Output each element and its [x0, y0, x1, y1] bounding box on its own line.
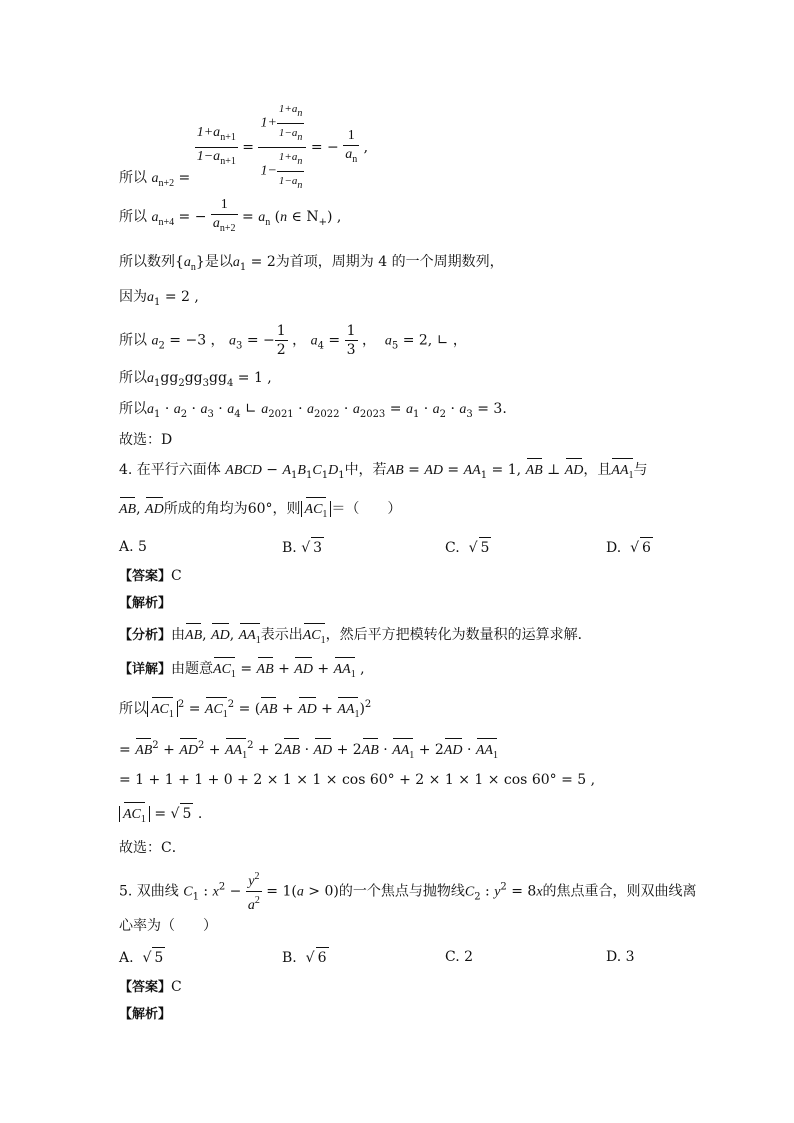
fenxi-text3: ，然后平方把模转化为数量积的运算求解．: [325, 627, 592, 643]
q4-expanded: = $AB^2 + AD^2 + AA_1^2 + 2AB$ · AD + $2AB \cdot AA_1 + 2AD \cdot AA_1$: [119, 736, 498, 766]
q4-with: 与: [633, 462, 648, 478]
q5-mid: 的一个焦点与抛物线: [338, 883, 465, 900]
q5-opt-b-label: B.: [282, 950, 297, 966]
q5-opt-d-label: D. 3: [606, 949, 635, 965]
eq-a-n-plus-4: 所以 $a_{n+4}$ = − $\frac{1}{a_{n+2}}$ = $a_n$ (n ∈ $N_+$) ,: [119, 197, 342, 234]
q4-opt-b-label: B.: [282, 540, 297, 556]
q5-answer: [119, 977, 182, 998]
so-label-6: 所以: [119, 701, 147, 717]
q4-mid: 中，若: [344, 462, 387, 478]
q4-numeric: = 1 + 1 + 1 + 0 + 2 × 1 × 1 × cos 60° + 2 × 1 × 1 × cos 60° = 5 ,: [119, 772, 596, 788]
answer-c-end: [119, 838, 186, 858]
q5-prefix: 5. 双曲线: [119, 883, 179, 900]
q4-fenxi: 【分析】由AB, AD, $AA_1$表示出$AC_1$，然后平方把模转化为数量积的运算求解．: [119, 625, 592, 651]
seq-label: 所以数列: [119, 254, 175, 270]
q5-option-a: A. √ 5: [119, 947, 165, 968]
q4-opt-a-label: A. 5: [119, 539, 147, 555]
answer-value-2: C: [171, 979, 182, 995]
q5-option-b: B. √ 6: [282, 947, 329, 968]
q4-squared: 所以 $AC_1^2 = AC_1^2 = (AB$ + AD + $AA_1)^2$: [119, 695, 371, 725]
q5-option-c: [445, 947, 473, 967]
values-line: 所以 $a_2 = -3$ ， $a_3$ = − $\frac{1}{2}$ ， $a_4$ = $\frac{1}{3}$ ， $a_5 = 2$, ∟ ，: [119, 323, 467, 358]
xiangjie-text: 由题意: [171, 661, 214, 677]
so-label-5: 所以: [119, 401, 147, 417]
q4-line1: 4. 在平行六面体 ABCD − $A_1B_1C_1D_1$中，若AB = AD = $AA_1 = 1$, AB ⊥ AD，且$AA_1$与: [119, 460, 648, 486]
q4-option-d: D. √ 6: [606, 537, 653, 558]
fenxi-text2: 表示出: [260, 627, 303, 643]
answer-value: C: [171, 568, 182, 584]
q5-opt-c-label: C. 2: [445, 949, 474, 965]
q4-line2b: ，则: [272, 501, 301, 517]
q4-line2: AB, AD所成的角均为60°，则 $AC_1$ ＝（ ）: [119, 499, 401, 525]
so-label-4: 所以: [119, 370, 147, 386]
because-line: 因为$a_1 = 2$ ,: [119, 289, 199, 308]
fenxi-text1: 由: [171, 627, 186, 643]
q5-line1: 5. 双曲线 $C_1$ : $x^2$ − $\frac{y^2}{a^2}$ = 1(a > 0)的一个焦点与抛物线$C_2$ : $y^2 = 8x$的焦点重合，则双曲线离: [119, 868, 697, 908]
is-label: 是以: [204, 254, 233, 270]
so-label: 所以: [119, 169, 147, 186]
q4-line2-text: 所成的角均为: [163, 501, 248, 517]
q4-answer: [119, 566, 182, 587]
q4-prefix: 4. 在平行六面体: [119, 462, 221, 478]
q4-xiangjie: 【详解】由题意$AC_1$ = AB + AD + $AA_1$ ,: [119, 659, 365, 685]
q4-paren: ＝（ ）: [331, 501, 402, 517]
eq-a-n-plus-2: 所以 $a_{n+2}$ = $\frac{1+a_{n+1}}{1-a_{n+1}}$ = 1+ $\frac{1+a_n}{1-a_n}$ 1− $\frac{1+a_n}{1-a_n}$ = − $\frac{1}{a_n}$ ,: [119, 100, 368, 180]
answer-label: 【答案】: [119, 569, 172, 584]
q4-option-b: B. √ 3: [282, 537, 324, 558]
q5-line2: [119, 916, 217, 936]
q4-opt-d-label: D.: [606, 540, 622, 556]
product-line: 所以$a_1gg_2gg_3gg_4 = 1$ ,: [119, 370, 272, 389]
q5-analysis: [119, 1004, 171, 1025]
because-label: 因为: [119, 289, 147, 305]
q4-opt-c-label: C.: [445, 540, 460, 556]
q4-result: $AC_1$ = √ 5 .: [119, 803, 202, 830]
analysis-label-2: 【解析】: [119, 1007, 172, 1022]
fenxi-label: 【分析】: [119, 628, 172, 643]
analysis-label: 【解析】: [119, 596, 172, 611]
q5-opt-a-label: A.: [119, 950, 134, 966]
so-label-3: 所以: [119, 332, 147, 349]
answer-label-2: 【答案】: [119, 980, 172, 995]
q4-analysis: [119, 593, 171, 614]
q4-option-c: C. √ 5: [445, 537, 491, 558]
q5-line2-text: 心率为（ ）: [119, 918, 217, 934]
so-label-2: 所以: [119, 209, 147, 225]
answer-d-text: 故选：D: [119, 432, 173, 448]
q4-and: ，且: [583, 462, 612, 478]
q5-option-d: [606, 947, 635, 967]
answer-c-end-text: 故选：C．: [119, 840, 186, 856]
xiangjie-label: 【详解】: [119, 662, 172, 677]
q5-tail: 的焦点重合，则双曲线离: [542, 883, 697, 900]
answer-d: [119, 430, 172, 450]
periodic-line: 所以数列$\{a_n\}$是以$a_1 = 2$为首项，周期为 4 的一个周期数列，: [119, 254, 504, 273]
first-term-tail: 为首项，周期为 4 的一个周期数列，: [275, 254, 504, 270]
product-result: 所以$a_1 \cdot a_2 \cdot a_3 \cdot a_4$ ∟ $a_{2021} \cdot a_{2022} \cdot a_{2023} = a_1 \cdot a_2 \cdot a_3 = 3$.: [119, 401, 507, 420]
q4-option-a: [119, 537, 147, 557]
